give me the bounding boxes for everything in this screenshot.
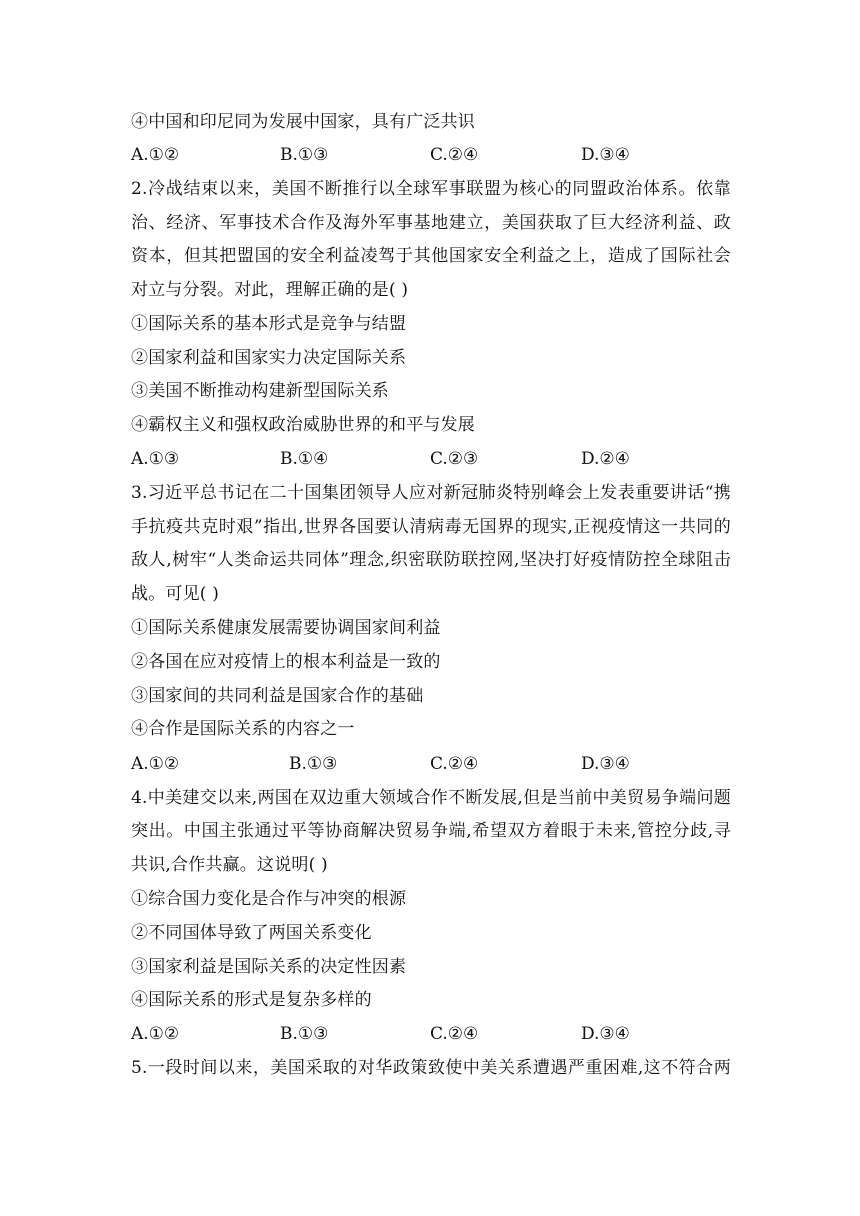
q2-item-4: ④霸权主义和强权政治威胁世界的和平与发展 [131, 415, 475, 435]
q2-stem-line: 治、经济、军事技术合作及海外军事基地建立，美国获取了巨大经济利益、政 [131, 213, 731, 233]
q3-item-2: ②各国在应对疫情上的根本利益是一致的 [131, 652, 441, 672]
q3-option-d: D.③④ [581, 754, 630, 774]
q3-item-1: ①国际关系健康发展需要协调国家间利益 [131, 618, 441, 638]
q4-item-2: ②不同国体导致了两国关系变化 [131, 923, 372, 943]
q4-stem-line: 突出。中国主张通过平等协商解决贸易争端,希望双方着眼于未来,管控分歧,寻 [131, 821, 731, 841]
q2-item-3: ③美国不断推动构建新型国际关系 [131, 381, 389, 401]
q2-option-a: A.①③ [131, 449, 180, 469]
q4-option-a: A.①② [131, 1024, 180, 1044]
q2-stem-line: 资本，但其把盟国的安全利益凌驾于其他国家安全利益之上，造成了国际社会 [131, 246, 731, 266]
q3-option-c: C.②④ [430, 754, 479, 774]
q1-option-d: D.③④ [581, 145, 630, 165]
q2-option-c: C.②③ [430, 449, 479, 469]
q3-item-3: ③国家间的共同利益是国家合作的基础 [131, 686, 424, 706]
q1-item-4: ④中国和印尼同为发展中国家，具有广泛共识 [131, 112, 475, 132]
q1-option-a: A.①② [131, 145, 180, 165]
q2-stem-line: 对立与分裂。对此，理解正确的是( ) [131, 280, 409, 300]
q4-option-c: C.②④ [430, 1024, 479, 1044]
q1-option-c: C.②④ [430, 145, 479, 165]
q3-item-4: ④合作是国际关系的内容之一 [131, 719, 355, 739]
q2-item-2: ②国家利益和国家实力决定国际关系 [131, 348, 407, 368]
q1-option-b: B.①③ [280, 145, 329, 165]
q4-item-4: ④国际关系的形式是复杂多样的 [131, 990, 372, 1010]
q3-stem-line: 战。可见( ) [131, 584, 220, 604]
q3-option-b: B.①③ [289, 754, 338, 774]
q3-option-a: A.①② [131, 754, 180, 774]
q3-stem-line: 3.习近平总书记在二十国集团领导人应对新冠肺炎特别峰会上发表重要讲话“携 [131, 483, 731, 503]
q4-option-b: B.①③ [280, 1024, 329, 1044]
q4-stem-line: 共识,合作共赢。这说明( ) [131, 855, 328, 875]
q4-item-1: ①综合国力变化是合作与冲突的根源 [131, 889, 407, 909]
q2-option-d: D.②④ [581, 449, 630, 469]
q2-stem-line: 2.冷战结束以来，美国不断推行以全球军事联盟为核心的同盟政治体系。依靠 [131, 179, 731, 199]
q4-option-d: D.③④ [581, 1024, 630, 1044]
q3-stem-line: 敌人,树牢“人类命运共同体”理念,织密联防联控网,坚决打好疫情防控全球阻击 [131, 550, 731, 570]
q5-stem-line: 5.一段时间以来，美国采取的对华政策致使中美关系遭遇严重困难,这不符合两 [131, 1058, 731, 1078]
q2-item-1: ①国际关系的基本形式是竞争与结盟 [131, 314, 407, 334]
q2-option-b: B.①④ [280, 449, 329, 469]
q4-stem-line: 4.中美建交以来,两国在双边重大领域合作不断发展,但是当前中美贸易争端问题 [131, 788, 731, 808]
q4-item-3: ③国家利益是国际关系的决定性因素 [131, 957, 407, 977]
q3-stem-line: 手抗疫共克时艰”指出,世界各国要认清病毒无国界的现实,正视疫情这一共同的 [131, 517, 731, 537]
